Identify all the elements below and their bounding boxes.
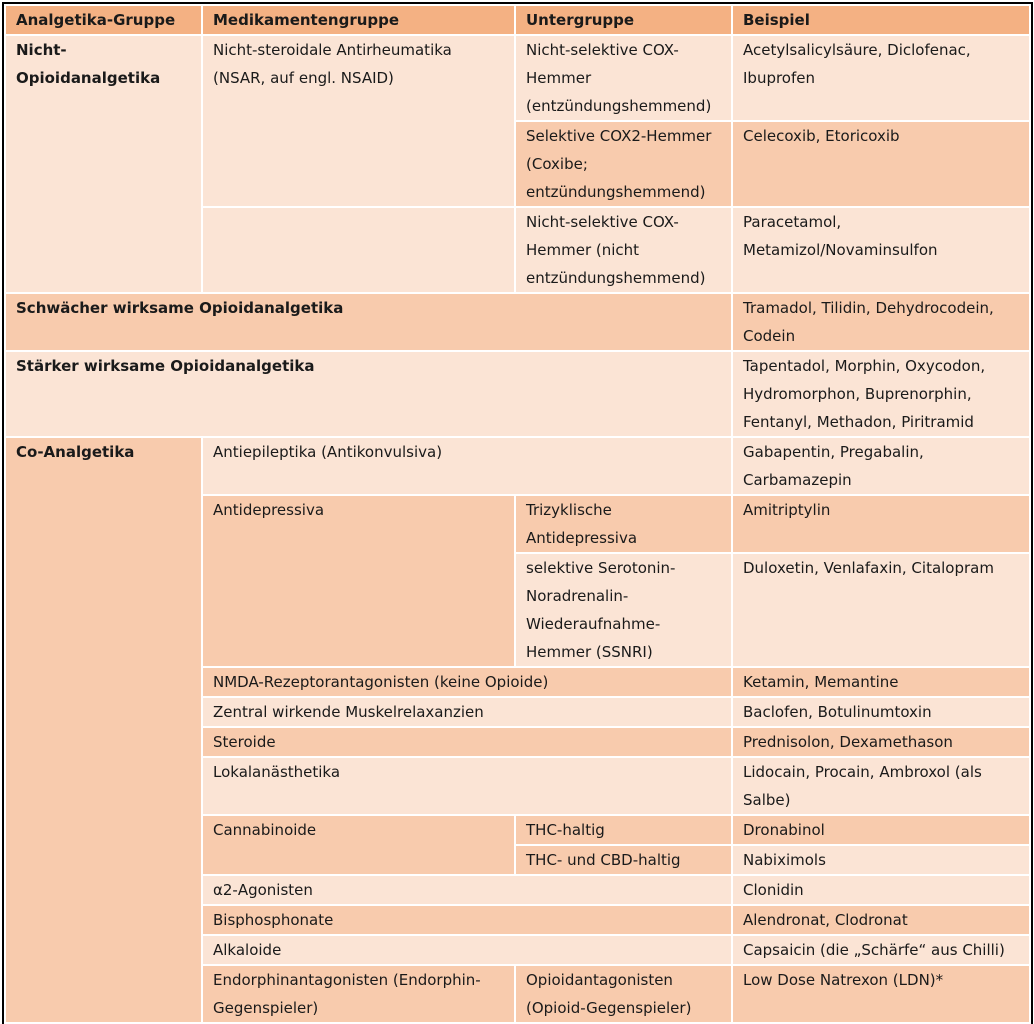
example-cell: Duloxetin, Venlafaxin, Citalopram — [732, 553, 1030, 667]
header-medikamentengruppe: Medikamentengruppe — [202, 5, 515, 35]
medgroup-cell: Antiepileptika (Antikonvulsiva) — [202, 437, 732, 495]
example-cell: Celecoxib, Etoricoxib — [732, 121, 1030, 207]
group-cell: Stärker wirksame Opioidanalgetika — [5, 351, 732, 437]
subgroup-cell: THC-haltig — [515, 815, 732, 845]
example-cell: Prednisolon, Dexamethason — [732, 727, 1030, 757]
example-cell: Amitriptylin — [732, 495, 1030, 553]
header-row — [5, 5, 1030, 35]
subgroup-cell: selektive Serotonin-Noradrenalin-Wiederaufnahme-Hemmer (SSNRI) — [515, 553, 732, 667]
medgroup-cell: NMDA-Rezeptorantagonisten (keine Opioide) — [202, 667, 732, 697]
example-cell: Acetylsalicylsäure, Diclofenac, Ibuprofen — [732, 35, 1030, 121]
subgroup-cell: Nicht-selektive COX-Hemmer (nicht entzündungshemmend) — [515, 207, 732, 293]
table-row — [5, 437, 1030, 495]
table-row — [5, 351, 1030, 437]
medgroup-cell: Steroide — [202, 727, 732, 757]
header-analgetika-gruppe: Analgetika-Gruppe — [5, 5, 202, 35]
analgetika-table — [4, 4, 1031, 1024]
example-cell: Ketamin, Memantine — [732, 667, 1030, 697]
example-cell: Baclofen, Botulinumtoxin — [732, 697, 1030, 727]
group-cell: Co-Analgetika — [5, 437, 202, 1023]
medgroup-cell: Nicht-steroidale Antirheumatika (NSAR, auf engl. NSAID) — [202, 35, 515, 207]
example-cell: Paracetamol, Metamizol/Novaminsulfon — [732, 207, 1030, 293]
subgroup-cell: Nicht-selektive COX-Hemmer (entzündungshemmend) — [515, 35, 732, 121]
example-cell: Capsaicin (die „Schärfe“ aus Chilli) — [732, 935, 1030, 965]
example-cell: Low Dose Natrexon (LDN)* — [732, 965, 1030, 1023]
example-cell: Gabapentin, Pregabalin, Carbamazepin — [732, 437, 1030, 495]
example-cell: Tapentadol, Morphin, Oxycodon, Hydromorphon, Buprenorphin, Fentanyl, Methadon, Piritramid — [732, 351, 1030, 437]
subgroup-cell: Opioidantagonisten (Opioid-Gegenspieler) — [515, 965, 732, 1023]
group-cell: Schwächer wirksame Opioidanalgetika — [5, 293, 732, 351]
medgroup-cell: Bisphosphonate — [202, 905, 732, 935]
medgroup-cell — [202, 207, 515, 293]
example-cell: Dronabinol — [732, 815, 1030, 845]
subgroup-cell: Selektive COX2-Hemmer (Coxibe; entzündungshemmend) — [515, 121, 732, 207]
header-untergruppe: Untergruppe — [515, 5, 732, 35]
subgroup-cell: THC- und CBD-haltig — [515, 845, 732, 875]
medgroup-cell: Lokalanästhetika — [202, 757, 732, 815]
subgroup-cell: Trizyklische Antidepressiva — [515, 495, 732, 553]
medgroup-cell: Antidepressiva — [202, 495, 515, 667]
table-row — [5, 35, 1030, 121]
example-cell: Lidocain, Procain, Ambroxol (als Salbe) — [732, 757, 1030, 815]
table-row — [5, 293, 1030, 351]
example-cell: Alendronat, Clodronat — [732, 905, 1030, 935]
group-cell: Nicht-Opioidanalgetika — [5, 35, 202, 293]
example-cell: Nabiximols — [732, 845, 1030, 875]
header-beispiel: Beispiel — [732, 5, 1030, 35]
medgroup-cell: Alkaloide — [202, 935, 732, 965]
medgroup-cell: Zentral wirkende Muskelrelaxanzien — [202, 697, 732, 727]
medgroup-cell: α2-Agonisten — [202, 875, 732, 905]
example-cell: Clonidin — [732, 875, 1030, 905]
medgroup-cell: Endorphinantagonisten (Endorphin-Gegenspieler) — [202, 965, 515, 1023]
medgroup-cell: Cannabinoide — [202, 815, 515, 875]
example-cell: Tramadol, Tilidin, Dehydrocodein, Codein — [732, 293, 1030, 351]
